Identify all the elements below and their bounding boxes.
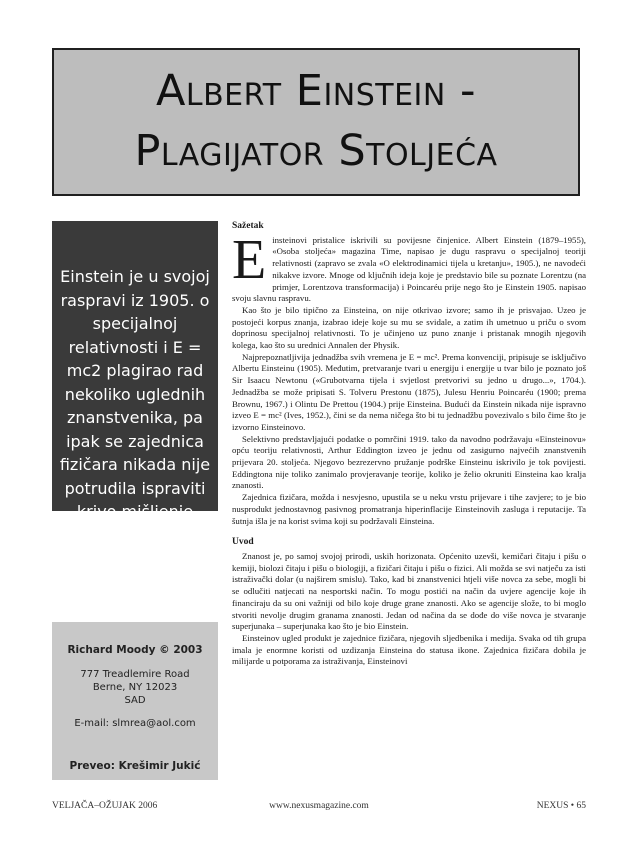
title-banner xyxy=(52,48,580,196)
footer-issue-date: VELJAČA–OŽUJAK 2006 xyxy=(52,801,158,811)
paragraph: Kao što je bilo tipično za Einsteina, on nije otkrivao izvore; samo ih je prisvajao. Uzeo je postojeći korpus znanja, izabrao ideje koje su mu se svidale, a zatim ih umetnuo u priču o svom doprinosu specijalnoj relativnosti. To je učinjeno uz puno znanje i pristanak mnogih njegovih kolega, kao što su urednici Annalen der Physik. xyxy=(232,304,586,351)
footer-page-number: NEXUS • 65 xyxy=(536,801,586,811)
address-line-2: Berne, NY 12023 xyxy=(92,682,178,693)
author-name: Richard Moody © 2003 xyxy=(67,644,203,656)
drop-cap: E xyxy=(232,228,267,291)
intro-heading: Uvod xyxy=(232,537,254,548)
author-address xyxy=(52,668,218,707)
pull-quote-text: Einstein je u svojoj raspravi iz 1905. o specijalnoj relativnosti i E = mc2 plagirao rad nekoliko uglednih znanstvenika, pa ipak se zajednica fizičara nikada nije potrudila ispraviti krivo mišljenje javnosti. xyxy=(59,267,211,545)
translator-credit: Preveo: Krešimir Jukić xyxy=(69,760,201,772)
paragraph: Najprepoznatljivija jednadžba svih vremena je E = mc². Prema konvenciji, pripisuje se isključivo Albertu Einsteinu (1905). Međutim, pretvaranje tvari u energiju i energije u tvar bilo je poznato još Sir Isaacu Newtonu («Grubotvarna tijela i svjetlost pretvorivi su jedno u drugo...», 1704.). Jednadžba se može pripisati S. Tolveru Prestonu (1875), Julesu Henriu Poincaréu (1900; prema Brownu, 1967.) i Olintu De Prettou (1904.) prije Einsteina. Budući da Einstein nikada nije ispravno izveo E = mc² (Ives, 1952.), čini se da nema ničega što bi tu jednadžbu povezivalo s bilo čime što je izvorno Einsteinovo. xyxy=(232,351,586,432)
paragraph: Znanost je, po samoj svojoj prirodi, uskih horizonata. Općenito uzevši, kemičari čitaju i pišu o kemiji, biolozi čitaju i pišu o biologiji, a fizičari čitaju i pišu o fizici. Ali možda se svi natječu za isti istraživački dolar (u najširem smislu). Tako, kad bi znanstvenici htjeli više novca za sebe, mogli bi se odlučiti natjecati na nesportski način. To mogu postići na način da uvjere agencije koje ih financiraju da su oni važniji od bilo koje druge grane znanosti. Ako se agencije slože, to bi moglo stvoriti nevolje drugim granama znanosti. Jedan od načina da se dođe do više novca je stvaranje superjunaka – superjunaka kao što je bio Einstein. xyxy=(232,550,586,632)
footer-website: www.nexusmagazine.com xyxy=(269,801,369,811)
paragraph: Zajednica fizičara, možda i nesvjesno, upustila se u neku vrstu prijevare i tihe zavjere; to je bio nusprodukt jednostavnog pasivnog promatranja hiperinflacije Einsteinovih zasluga i reputacije. Ta šutnja išla je na korist svima koji su podržavali Einsteina. xyxy=(232,492,586,526)
title-line-1: Albert Einstein - xyxy=(155,66,477,116)
address-line-3: SAD xyxy=(124,695,146,706)
article-body xyxy=(232,221,586,668)
author-email: E-mail: slmrea@aol.com xyxy=(74,718,196,729)
author-info-box xyxy=(52,622,218,780)
title-line-2: Plagijator Stoljeća xyxy=(134,126,498,176)
paragraph: Selektivno predstavljajući podatke o pomrčini 1919. tako da navodno podržavaju «Einsteinovu» opću teoriju relativnosti, Arthur Eddington izveo je jednu od zasigurno najvećih znanstvenih prijevara 20. stoljeća. Njegovo bezrezervno pružanje podrške Einsteinu iskrivilo je tok povijesti. Eddingtona nije toliko zanimalo provjeravanje teorije, koliko je želio okruniti Einsteina kao kralja znanosti. xyxy=(232,433,586,491)
paragraph-text: insteinovi pristalice iskrivili su povijesne činjenice. Albert Einstein (1879–1955), «Osoba stoljeća» magazina Time, napisao je dugu raspravu o specijalnoj teoriji relativnosti (zapravo se zvala «O elektrodinamici tijela u kretanju», 1905.), ne navodeći nikakve izvore. Mnoge od ključnih ideja koje je predstavio bile su poznate Lorentzu (na primjer, Lorentzova transformacija) i Poincaréu prije nego što je Einstein 1905. napisao svoju slavnu raspravu. xyxy=(232,234,586,304)
summary-heading: Sažetak xyxy=(232,221,264,231)
page-footer xyxy=(52,801,586,815)
paragraph: Einsteinov ugled produkt je zajednice fizičara, njegovih sljedbenika i medija. Svaka od tih grupa imala je enormne koristi od uzdizanja Einsteina do statusa ikone. Zajednica fizičara dobila je milijarde u potporama za istraživanja, Einsteinovi xyxy=(232,632,586,667)
pull-quote-box xyxy=(52,221,218,545)
paragraph xyxy=(232,228,586,305)
address-line-1: 777 Treadlemire Road xyxy=(80,669,190,680)
